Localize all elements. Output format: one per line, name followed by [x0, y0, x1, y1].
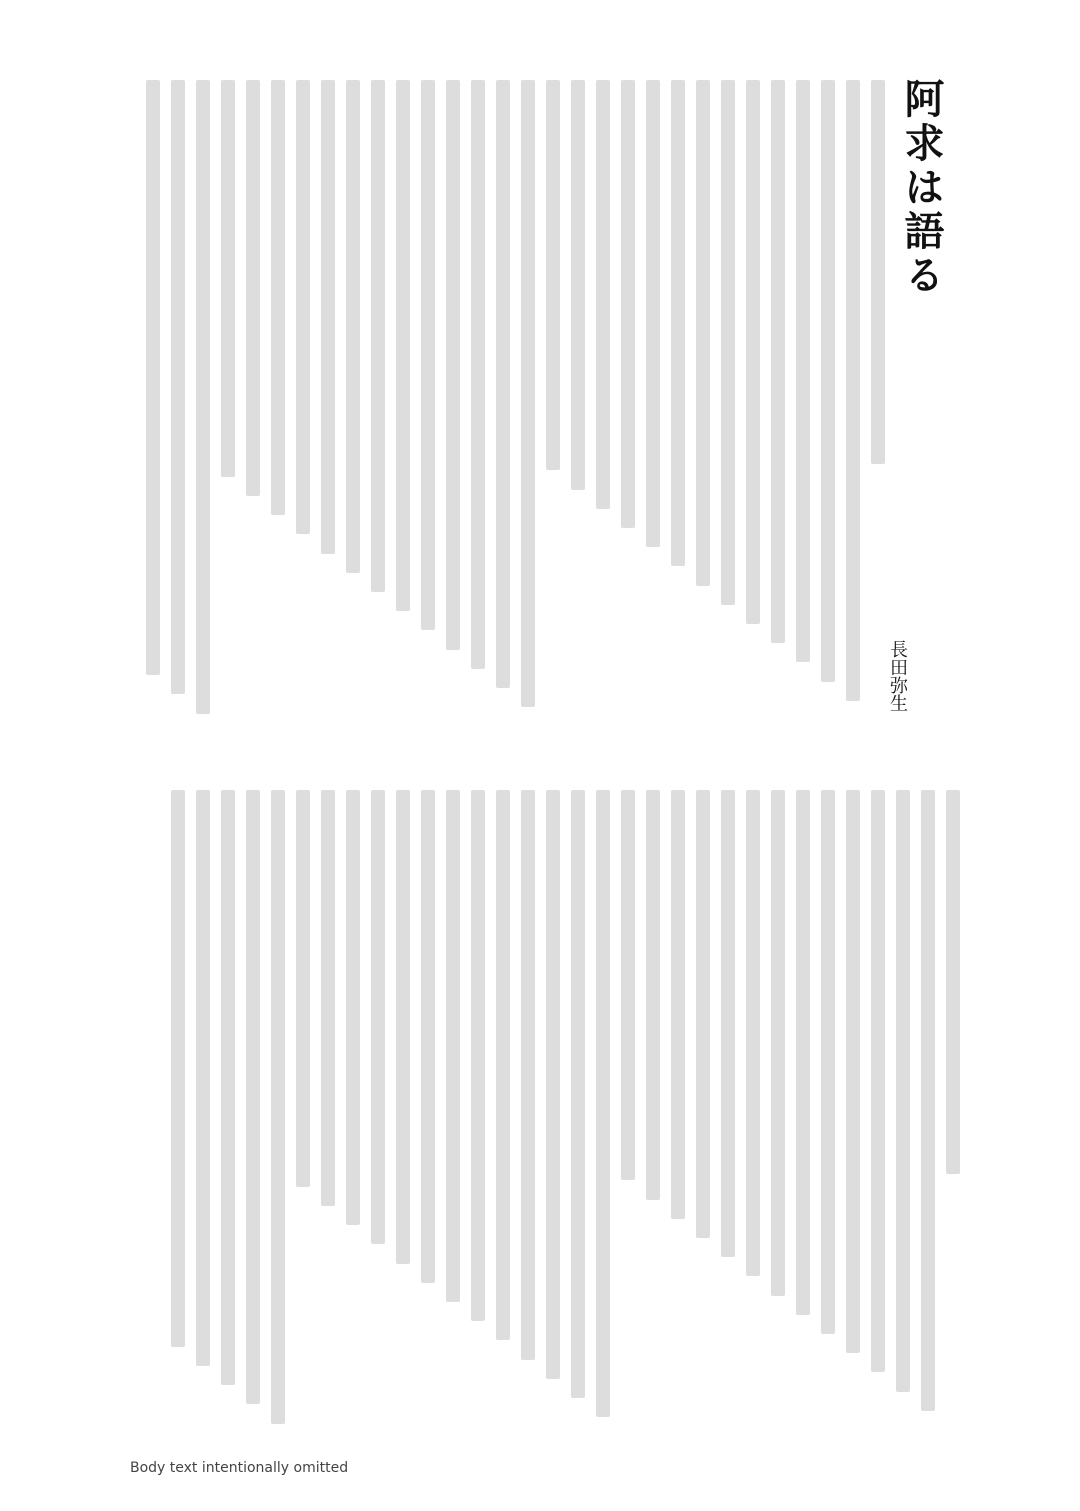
body-text-bottom-placeholder — [171, 790, 960, 1430]
text-line-placeholder — [271, 790, 285, 1424]
text-line-placeholder — [546, 790, 560, 1379]
body-text-top-placeholder — [146, 80, 885, 720]
text-line-placeholder — [246, 790, 260, 1404]
text-line-placeholder — [371, 790, 385, 1244]
text-line-placeholder — [721, 790, 735, 1257]
text-line-placeholder — [396, 80, 410, 611]
text-line-placeholder — [321, 80, 335, 554]
text-line-placeholder — [321, 790, 335, 1206]
text-line-placeholder — [621, 80, 635, 528]
text-line-placeholder — [146, 80, 160, 675]
text-line-placeholder — [771, 790, 785, 1296]
text-line-placeholder — [671, 80, 685, 566]
text-line-placeholder — [846, 790, 860, 1353]
text-line-placeholder — [521, 80, 535, 707]
text-line-placeholder — [346, 790, 360, 1225]
text-line-placeholder — [721, 80, 735, 605]
text-line-placeholder — [671, 790, 685, 1219]
text-line-placeholder — [171, 790, 185, 1347]
text-line-placeholder — [371, 80, 385, 592]
text-line-placeholder — [621, 790, 635, 1180]
text-line-placeholder — [396, 790, 410, 1264]
text-line-placeholder — [271, 80, 285, 515]
text-line-placeholder — [446, 790, 460, 1302]
page-title: 阿求は語る — [898, 78, 945, 298]
text-line-placeholder — [296, 790, 310, 1187]
text-line-placeholder — [421, 790, 435, 1283]
text-line-placeholder — [296, 80, 310, 534]
text-line-placeholder — [546, 80, 560, 470]
text-line-placeholder — [946, 790, 960, 1174]
text-line-placeholder — [571, 80, 585, 490]
text-line-placeholder — [871, 790, 885, 1372]
text-line-placeholder — [446, 80, 460, 650]
text-line-placeholder — [571, 790, 585, 1398]
text-line-placeholder — [746, 790, 760, 1276]
text-line-placeholder — [846, 80, 860, 701]
text-line-placeholder — [346, 80, 360, 573]
text-line-placeholder — [221, 80, 235, 477]
text-line-placeholder — [896, 790, 910, 1392]
text-line-placeholder — [796, 80, 810, 662]
text-line-placeholder — [196, 790, 210, 1366]
text-line-placeholder — [596, 790, 610, 1417]
text-line-placeholder — [471, 80, 485, 669]
text-line-placeholder — [821, 790, 835, 1334]
body-omitted-notice: Body text intentionally omitted — [130, 1460, 349, 1476]
text-line-placeholder — [646, 80, 660, 547]
text-line-placeholder — [521, 790, 535, 1360]
text-line-placeholder — [746, 80, 760, 624]
text-line-placeholder — [821, 80, 835, 682]
text-line-placeholder — [471, 790, 485, 1321]
text-line-placeholder — [221, 790, 235, 1385]
text-line-placeholder — [196, 80, 210, 714]
text-line-placeholder — [496, 790, 510, 1340]
text-line-placeholder — [696, 80, 710, 586]
author-name: 長田弥生 — [887, 640, 908, 712]
text-line-placeholder — [596, 80, 610, 509]
text-line-placeholder — [646, 790, 660, 1200]
text-line-placeholder — [171, 80, 185, 694]
text-line-placeholder — [421, 80, 435, 630]
text-line-placeholder — [496, 80, 510, 688]
text-line-placeholder — [921, 790, 935, 1411]
text-line-placeholder — [771, 80, 785, 643]
text-line-placeholder — [796, 790, 810, 1315]
text-line-placeholder — [696, 790, 710, 1238]
text-line-placeholder — [246, 80, 260, 496]
text-line-placeholder — [871, 80, 885, 464]
